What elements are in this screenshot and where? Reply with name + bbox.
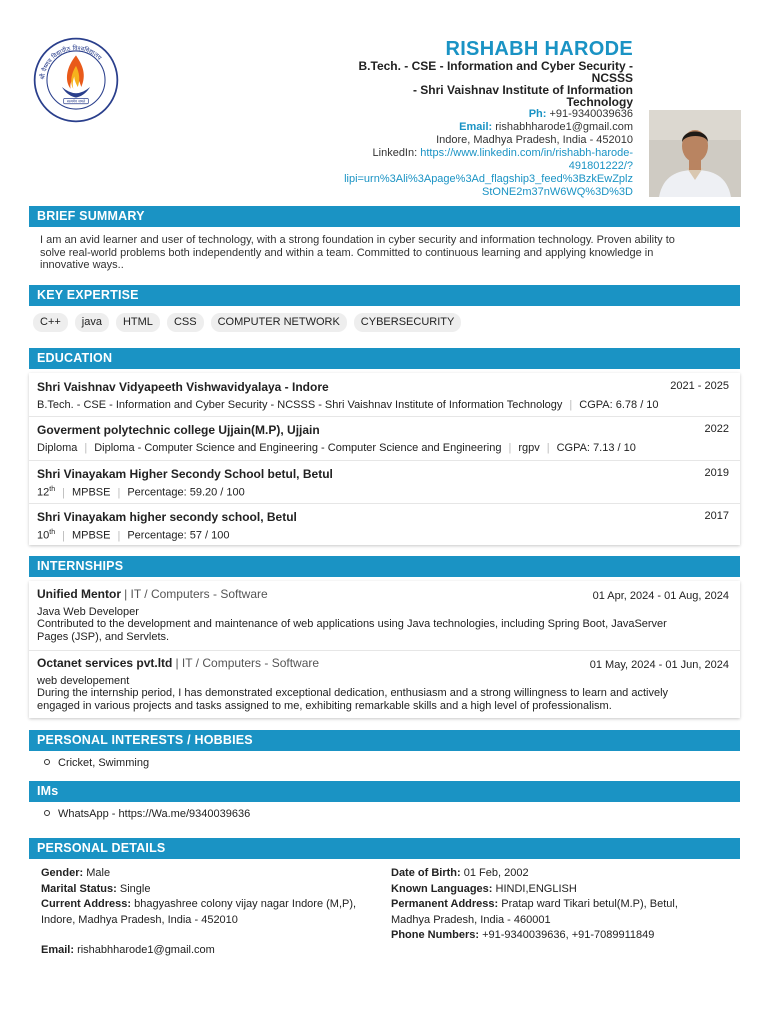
university-logo (32, 36, 120, 124)
internship-desc-1: Contributed to the development and maintenance of web applications using Java technologies, including Spring Boot, JavaServer (37, 618, 667, 630)
email-label: Email: (459, 121, 493, 133)
section-header-expertise: KEY EXPERTISE (29, 285, 740, 306)
languages-value: HINDI,ENGLISH (495, 882, 577, 895)
phone-value: +91-9340039636 (549, 108, 633, 120)
education-detail: Diploma | Diploma - Computer Science and Engineering - Computer Science and Engineering | rgpv | CGPA: 7.13 / 10 (37, 442, 636, 454)
company-name: Unified Mentor (37, 587, 121, 601)
score-value: 59.20 / 100 (189, 486, 245, 499)
marital-label: Marital Status: (41, 882, 117, 895)
internship-entry (37, 588, 729, 643)
institution-name: Goverment polytechnic college Ujjain(M.P), Ujjain (37, 423, 320, 437)
summary-line-2: solve real-world problems both independently and within a team. Committed to continuous learning and applying knowledge in (40, 246, 654, 259)
current-address-label: Current Address: (41, 898, 132, 910)
current-address-line-1: bhagyashree colony vijay nagar Indore (M,P), (134, 898, 357, 910)
internship-desc-2: engaged in various projects and tasks assigned to me, exhibiting remarkable skills and a high level of professionalism. (37, 699, 612, 712)
permanent-address-line-2: Madhya Pradesh, India - 460001 (391, 913, 551, 926)
linkedin-link-2[interactable]: 491801222/? (568, 160, 633, 172)
board: MPBSE (71, 486, 111, 499)
interest-text: Cricket, Swimming (58, 757, 150, 769)
skill-chip: CSS (167, 313, 204, 332)
grade-suffix: th (49, 529, 56, 536)
section-header-summary: BRIEF SUMMARY (29, 206, 740, 227)
internship-entry (37, 657, 729, 712)
candidate-name: RISHABH HARODE (445, 38, 633, 60)
university: rgpv (518, 442, 540, 454)
divider (29, 650, 740, 651)
degree-line-3: - Shri Vaishnav Institute of Information (412, 83, 633, 97)
company-category: | IT / Computers - Software (124, 587, 268, 601)
skill-chip: C++ (33, 313, 68, 332)
dob-label: Date of Birth: (391, 867, 461, 879)
languages-label: Known Languages: (391, 882, 493, 895)
education-years: 2019 (704, 467, 729, 479)
divider (29, 416, 740, 417)
section-header-interests: PERSONAL INTERESTS / HOBBIES (29, 730, 740, 751)
skill-chip: CYBERSECURITY (354, 313, 462, 332)
skill-chip: HTML (116, 313, 160, 332)
email-row (213, 121, 633, 134)
education-detail: B.Tech. - CSE - Information and Cyber Security - NCSSS - Shri Vaishnav Institute of Information Technology | CGPA: 6.78 / 10 (37, 399, 659, 411)
section-header-ims: IMs (29, 781, 740, 802)
score-value: 6.78 / 10 (615, 399, 659, 411)
section-header-education: EDUCATION (29, 348, 740, 369)
company-category: | IT / Computers - Software (175, 656, 320, 670)
degree-line-1: B.Tech. - CSE - Information and Cyber Security - (358, 59, 633, 73)
internship-role: web developement (37, 674, 130, 687)
email-label-personal: Email: (41, 944, 75, 956)
education-entry (37, 423, 729, 454)
education-entry (37, 510, 729, 542)
linkedin-link-3[interactable]: lipi=urn%3Ali%3Apage%3Ad_flagship3_feed%3BzkEwZplz (344, 173, 633, 185)
marital-value: Single (119, 882, 151, 895)
address: Indore, Madhya Pradesh, India - 452010 (436, 134, 633, 146)
current-address-line-2: Indore, Madhya Pradesh, India - 452010 (41, 913, 238, 926)
bullet-icon (44, 810, 50, 816)
education-years: 2021 - 2025 (670, 380, 729, 392)
institution-name: Shri Vinayakam higher secondy school, Betul (37, 510, 297, 524)
divider (29, 503, 740, 504)
im-text[interactable]: WhatsApp - https://Wa.me/9340039636 (58, 808, 251, 820)
personal-right-column (391, 866, 731, 944)
gender-value: Male (86, 867, 111, 879)
divider (29, 460, 740, 461)
section-header-personal: PERSONAL DETAILS (29, 838, 740, 859)
bullet-icon (44, 759, 50, 765)
score-label: CGPA: (579, 399, 613, 411)
internship-desc-2: Pages (JSP), and Servlets. (37, 630, 170, 643)
interest-item (44, 757, 149, 769)
summary-text (40, 234, 730, 272)
education-detail: 10th | MPBSE | Percentage: 57 / 100 (37, 529, 230, 542)
dob-value: 01 Feb, 2002 (463, 867, 529, 879)
degree-line-4: Technology (566, 95, 633, 109)
internship-desc-1: During the internship period, I has demonstrated exceptional dedication, enthusiasm and a strong willingness to learn and actively (37, 687, 669, 699)
score-label: Percentage: (127, 486, 187, 499)
education-entry (37, 467, 729, 499)
permanent-address-label: Permanent Address: (391, 898, 499, 910)
skill-chip: java (75, 313, 109, 332)
score-label: Percentage: (127, 529, 187, 542)
person-photo-icon (649, 110, 741, 197)
email-value-personal[interactable]: rishabhharode1@gmail.com (77, 944, 215, 956)
permanent-address-line-1: Pratap ward Tikari betul(M.P), Betul, (501, 898, 678, 910)
logo-text: श्री वैष्णव विद्यापीठ विश्वविद्यालय (39, 45, 103, 81)
board: MPBSE (71, 529, 111, 542)
email-link[interactable]: rishabhharode1@gmail.com (495, 121, 633, 133)
profile-photo (649, 110, 741, 197)
internship-dates: 01 May, 2024 - 01 Jun, 2024 (589, 659, 729, 671)
phone-numbers-value: +91-9340039636, +91-7089911849 (482, 929, 655, 941)
company-name: Octanet services pvt.ltd (37, 656, 173, 670)
phone-row (213, 108, 633, 121)
education-years: 2022 (704, 423, 729, 435)
degree-type: Diploma (37, 442, 78, 454)
score-value: 7.13 / 10 (593, 442, 636, 454)
logo-motto: सत्यमेव जयते (66, 99, 86, 104)
personal-left-column (41, 866, 381, 959)
skill-chips (33, 313, 461, 332)
gender-label: Gender: (41, 867, 84, 879)
linkedin-label: LinkedIn: (372, 147, 418, 159)
section-header-internships: INTERNSHIPS (29, 556, 740, 577)
linkedin-row (213, 147, 633, 160)
resume-header (0, 0, 768, 200)
degree-line-2: NCSSS (591, 71, 633, 85)
score-label: CGPA: (556, 442, 590, 454)
institution-name: Shri Vaishnav Vidyapeeth Vishwavidyalaya - Indore (37, 380, 329, 394)
linkedin-link-4[interactable]: StONE2m37nW6WQ%3D%3D (482, 186, 633, 198)
grade-suffix: th (49, 486, 56, 493)
degree-detail: B.Tech. - CSE - Information and Cyber Security - NCSSS - Shri Vaishnav Institute of Information Technology (37, 399, 563, 411)
internship-role: Java Web Developer (37, 605, 139, 618)
education-entry (37, 380, 729, 411)
phone-label: Ph: (528, 108, 547, 120)
skill-chip: COMPUTER NETWORK (211, 313, 347, 332)
im-item (44, 808, 250, 820)
phone-numbers-label: Phone Numbers: (391, 929, 480, 941)
education-detail: 12th | MPBSE | Percentage: 59.20 / 100 (37, 486, 245, 499)
education-years: 2017 (704, 510, 729, 522)
score-value: 57 / 100 (189, 529, 230, 542)
institution-name: Shri Vinayakam Higher Secondy School betul, Betul (37, 467, 333, 481)
contact-block (213, 38, 633, 199)
grade: 10 (37, 529, 50, 542)
summary-line-3: innovative ways.. (40, 259, 124, 271)
internship-dates: 01 Apr, 2024 - 01 Aug, 2024 (592, 590, 729, 602)
degree-detail: Diploma - Computer Science and Engineering - Computer Science and Engineering (94, 442, 502, 454)
linkedin-link-1[interactable]: https://www.linkedin.com/in/rishabh-harode- (420, 147, 633, 159)
grade: 12 (37, 486, 50, 499)
summary-line-1: I am an avid learner and user of technology, with a strong foundation in cyber security and information technology. Proven ability to (40, 234, 675, 246)
